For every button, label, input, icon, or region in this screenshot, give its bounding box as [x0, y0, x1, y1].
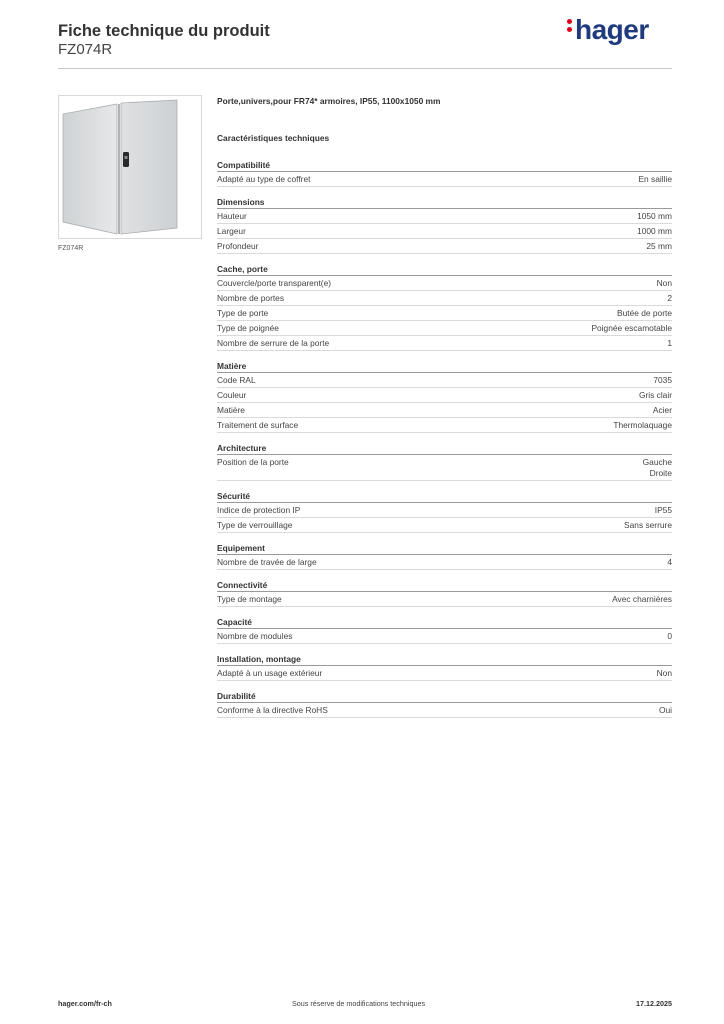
spec-value-line: IP55 — [654, 504, 672, 515]
spec-label: Nombre de serrure de la porte — [217, 337, 330, 348]
spec-value-line: Avec charnières — [612, 593, 672, 604]
spec-value — [613, 420, 672, 431]
spec-value-line: 0 — [667, 630, 672, 641]
spec-value-line: Oui — [658, 704, 672, 715]
spec-row — [217, 239, 672, 254]
spec-label: Largeur — [217, 225, 246, 236]
spec-value — [637, 226, 672, 237]
spec-row — [217, 592, 672, 607]
spec-row — [217, 209, 672, 224]
spec-value-line: 1 — [667, 337, 672, 348]
footer-website-link[interactable]: hager.com/fr-ch — [58, 999, 112, 1008]
spec-label: Couleur — [217, 389, 247, 400]
spec-group — [217, 653, 672, 681]
spec-value — [643, 457, 672, 479]
section-heading: Caractéristiques techniques — [217, 133, 330, 143]
spec-group-title: Equipement — [217, 542, 672, 555]
spec-group-title: Connectivité — [217, 579, 672, 592]
product-description: Porte,univers,pour FR74* armoires, IP55, 1100x1050 mm — [217, 96, 441, 106]
header-divider — [58, 68, 672, 69]
spec-label: Adapté à un usage extérieur — [217, 667, 323, 678]
spec-value-line: 4 — [667, 556, 672, 567]
spec-label: Couvercle/porte transparent(e) — [217, 277, 332, 288]
spec-label: Indice de protection IP — [217, 504, 301, 515]
spec-group — [217, 579, 672, 607]
spec-label: Type de porte — [217, 307, 269, 318]
spec-value — [646, 241, 672, 252]
spec-value — [659, 705, 672, 716]
spec-group — [217, 442, 672, 481]
spec-value-line: Droite — [649, 467, 672, 478]
spec-row — [217, 703, 672, 718]
spec-row — [217, 629, 672, 644]
logo-dots-icon — [567, 16, 573, 35]
spec-label: Hauteur — [217, 210, 247, 221]
spec-label: Traitement de surface — [217, 419, 299, 430]
spec-row — [217, 276, 672, 291]
spec-value — [653, 375, 672, 386]
spec-row — [217, 555, 672, 570]
spec-value — [667, 338, 672, 349]
spec-content — [217, 96, 672, 727]
spec-value — [667, 557, 672, 568]
spec-value — [639, 390, 672, 401]
spec-row — [217, 388, 672, 403]
spec-label: Profondeur — [217, 240, 259, 251]
spec-label: Nombre de modules — [217, 630, 293, 641]
spec-value-line: Sans serrure — [624, 519, 672, 530]
spec-value-line: Poignée escamotable — [591, 322, 672, 333]
spec-row — [217, 336, 672, 351]
spec-value-line: Non — [656, 277, 672, 288]
spec-group — [217, 490, 672, 533]
spec-group-title: Installation, montage — [217, 653, 672, 666]
spec-group-title: Architecture — [217, 442, 672, 455]
spec-row — [217, 418, 672, 433]
footer-disclaimer: Sous réserve de modifications techniques — [292, 999, 426, 1008]
product-reference: FZ074R — [58, 41, 113, 58]
spec-row — [217, 306, 672, 321]
product-image — [58, 95, 202, 239]
spec-label: Position de la porte — [217, 456, 289, 467]
spec-value — [653, 405, 672, 416]
spec-value-line: Non — [656, 667, 672, 678]
spec-groups — [217, 159, 672, 718]
spec-value-line: Butée de porte — [617, 307, 672, 318]
double-door-cabinet-icon — [59, 96, 201, 238]
spec-group-title: Sécurité — [217, 490, 672, 503]
spec-value-line: En saillie — [638, 173, 672, 184]
spec-value — [667, 631, 672, 642]
logo-text: hager — [575, 14, 649, 45]
spec-value-line: Gris clair — [638, 389, 672, 400]
spec-row — [217, 455, 672, 481]
spec-row — [217, 518, 672, 533]
spec-value — [617, 308, 672, 319]
spec-value-line: 25 mm — [646, 240, 672, 251]
spec-value-line: Thermolaquage — [613, 419, 672, 430]
spec-row — [217, 373, 672, 388]
spec-group — [217, 263, 672, 351]
image-caption: FZ074R — [58, 245, 84, 252]
spec-group — [217, 159, 672, 187]
hager-logo[interactable] — [567, 14, 649, 46]
spec-label: Type de montage — [217, 593, 282, 604]
spec-value — [612, 594, 672, 605]
spec-row — [217, 291, 672, 306]
spec-value-line: 2 — [667, 292, 672, 303]
footer-date: 17.12.2025 — [636, 999, 672, 1008]
spec-value — [637, 211, 672, 222]
spec-label: Nombre de travée de large — [217, 556, 317, 567]
spec-value-line: Acier — [652, 404, 672, 415]
spec-group — [217, 196, 672, 254]
spec-row — [217, 172, 672, 187]
spec-value-line: 1000 mm — [637, 225, 672, 236]
spec-label: Code RAL — [217, 374, 256, 385]
spec-label: Adapté au type de coffret — [217, 173, 311, 184]
spec-value-line: 1050 mm — [637, 210, 672, 221]
spec-row — [217, 666, 672, 681]
spec-group — [217, 616, 672, 644]
spec-label: Nombre de portes — [217, 292, 285, 303]
spec-value — [655, 505, 672, 516]
spec-group-title: Compatibilité — [217, 159, 672, 172]
spec-value — [667, 293, 672, 304]
spec-group — [217, 360, 672, 433]
spec-group — [217, 690, 672, 718]
spec-row — [217, 403, 672, 418]
page-title: Fiche technique du produit — [58, 22, 270, 40]
spec-group — [217, 542, 672, 570]
spec-label: Conforme à la directive RoHS — [217, 704, 328, 715]
spec-label: Type de verrouillage — [217, 519, 293, 530]
spec-value — [591, 323, 672, 334]
spec-label: Matière — [217, 404, 245, 415]
spec-row — [217, 224, 672, 239]
spec-group-title: Dimensions — [217, 196, 672, 209]
spec-value — [657, 278, 672, 289]
spec-group-title: Cache, porte — [217, 263, 672, 276]
spec-value — [657, 668, 672, 679]
spec-value — [638, 174, 672, 185]
spec-group-title: Matière — [217, 360, 672, 373]
spec-label: Type de poignée — [217, 322, 279, 333]
spec-value-line: 7035 — [653, 374, 672, 385]
spec-row — [217, 503, 672, 518]
spec-group-title: Capacité — [217, 616, 672, 629]
spec-row — [217, 321, 672, 336]
spec-value-line: Gauche — [642, 456, 672, 467]
spec-value — [624, 520, 672, 531]
spec-group-title: Durabilité — [217, 690, 672, 703]
